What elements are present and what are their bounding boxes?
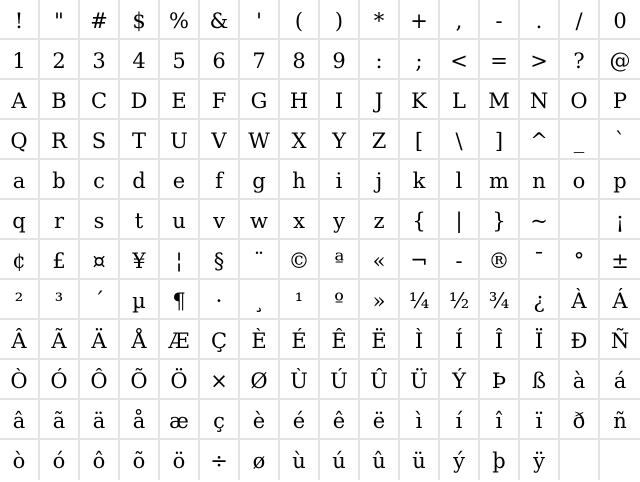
glyph-cell[interactable]: ] [480, 120, 520, 160]
glyph-cell[interactable]: å [120, 400, 160, 440]
glyph-cell[interactable]: é [280, 400, 320, 440]
glyph-cell[interactable]: 0 [600, 0, 640, 40]
glyph-cell[interactable]: ¹ [280, 280, 320, 320]
glyph-cell[interactable]: î [480, 400, 520, 440]
glyph-cell[interactable]: Æ [160, 320, 200, 360]
glyph-cell[interactable]: * [360, 0, 400, 40]
glyph-cell[interactable]: Ø [240, 360, 280, 400]
glyph-cell-empty[interactable] [560, 440, 600, 480]
glyph-cell[interactable]: N [520, 80, 560, 120]
glyph-cell[interactable]: Z [360, 120, 400, 160]
glyph-cell[interactable]: · [200, 280, 240, 320]
glyph-cell[interactable]: ª [320, 240, 360, 280]
glyph-cell[interactable]: x [280, 200, 320, 240]
glyph-cell[interactable]: m [480, 160, 520, 200]
glyph-cell[interactable]: + [400, 0, 440, 40]
glyph-cell[interactable]: ð [560, 400, 600, 440]
glyph-cell[interactable]: > [520, 40, 560, 80]
glyph-cell[interactable]: q [0, 200, 40, 240]
glyph-cell[interactable]: / [560, 0, 600, 40]
glyph-cell[interactable]: a [0, 160, 40, 200]
glyph-cell[interactable]: ¡ [600, 200, 640, 240]
glyph-cell[interactable]: û [360, 440, 400, 480]
glyph-cell[interactable]: ì [400, 400, 440, 440]
glyph-cell[interactable]: ` [600, 120, 640, 160]
glyph-cell[interactable]: è [240, 400, 280, 440]
glyph-cell[interactable]: Ö [160, 360, 200, 400]
glyph-cell[interactable]: V [200, 120, 240, 160]
glyph-cell[interactable]: Õ [120, 360, 160, 400]
glyph-cell[interactable]: í [440, 400, 480, 440]
glyph-cell[interactable]: « [360, 240, 400, 280]
glyph-cell[interactable]: È [240, 320, 280, 360]
glyph-cell[interactable]: ï [520, 400, 560, 440]
glyph-cell[interactable]: [ [400, 120, 440, 160]
glyph-cell[interactable]: A [0, 80, 40, 120]
glyph-cell[interactable]: ¦ [160, 240, 200, 280]
glyph-cell[interactable]: X [280, 120, 320, 160]
glyph-cell[interactable]: ¯ [520, 240, 560, 280]
glyph-cell[interactable]: - [440, 240, 480, 280]
glyph-cell[interactable]: ^ [520, 120, 560, 160]
glyph-cell[interactable]: 2 [40, 40, 80, 80]
glyph-cell[interactable]: Ý [440, 360, 480, 400]
glyph-cell[interactable]: j [360, 160, 400, 200]
glyph-cell[interactable]: Ù [280, 360, 320, 400]
glyph-cell[interactable]: ö [160, 440, 200, 480]
glyph-cell[interactable]: þ [480, 440, 520, 480]
glyph-cell[interactable]: & [200, 0, 240, 40]
glyph-cell[interactable]: ? [560, 40, 600, 80]
glyph-cell[interactable]: . [520, 0, 560, 40]
glyph-cell[interactable]: § [200, 240, 240, 280]
glyph-cell[interactable]: 9 [320, 40, 360, 80]
glyph-cell[interactable]: Ï [520, 320, 560, 360]
glyph-cell[interactable]: ' [240, 0, 280, 40]
glyph-cell[interactable]: á [600, 360, 640, 400]
glyph-cell[interactable]: k [400, 160, 440, 200]
glyph-cell[interactable]: < [440, 40, 480, 80]
glyph-cell[interactable]: z [360, 200, 400, 240]
glyph-cell[interactable]: " [40, 0, 80, 40]
glyph-cell[interactable]: Ç [200, 320, 240, 360]
glyph-cell[interactable]: Ë [360, 320, 400, 360]
glyph-cell[interactable]: ç [200, 400, 240, 440]
glyph-cell[interactable]: Q [0, 120, 40, 160]
glyph-cell[interactable]: D [120, 80, 160, 120]
glyph-cell[interactable]: ¢ [0, 240, 40, 280]
glyph-cell[interactable]: i [320, 160, 360, 200]
glyph-cell[interactable]: À [560, 280, 600, 320]
glyph-cell-empty[interactable] [600, 440, 640, 480]
glyph-cell[interactable]: # [80, 0, 120, 40]
glyph-cell[interactable]: 8 [280, 40, 320, 80]
glyph-cell[interactable]: E [160, 80, 200, 120]
glyph-cell[interactable]: ù [280, 440, 320, 480]
glyph-cell[interactable]: L [440, 80, 480, 120]
glyph-cell[interactable]: T [120, 120, 160, 160]
glyph-cell[interactable]: Y [320, 120, 360, 160]
glyph-cell[interactable]: ½ [440, 280, 480, 320]
glyph-cell[interactable]: É [280, 320, 320, 360]
glyph-cell[interactable]: ³ [40, 280, 80, 320]
glyph-cell[interactable]: J [360, 80, 400, 120]
glyph-cell[interactable]: ä [80, 400, 120, 440]
glyph-cell[interactable]: 6 [200, 40, 240, 80]
glyph-cell[interactable]: Ì [400, 320, 440, 360]
glyph-cell[interactable]: d [120, 160, 160, 200]
glyph-cell[interactable]: ë [360, 400, 400, 440]
glyph-cell[interactable]: C [80, 80, 120, 120]
glyph-cell[interactable]: Â [0, 320, 40, 360]
glyph-cell[interactable]: e [160, 160, 200, 200]
glyph-cell[interactable]: 1 [0, 40, 40, 80]
glyph-cell[interactable]: l [440, 160, 480, 200]
glyph-cell[interactable]: Ä [80, 320, 120, 360]
glyph-cell[interactable]: ã [40, 400, 80, 440]
glyph-cell[interactable]: v [200, 200, 240, 240]
glyph-cell[interactable]: r [40, 200, 80, 240]
glyph-cell[interactable]: Ñ [600, 320, 640, 360]
glyph-cell[interactable]: G [240, 80, 280, 120]
glyph-cell[interactable]: ~ [520, 200, 560, 240]
glyph-cell[interactable]: ß [520, 360, 560, 400]
glyph-cell[interactable]: Ò [0, 360, 40, 400]
glyph-cell[interactable]: b [40, 160, 80, 200]
glyph-cell[interactable]: Ê [320, 320, 360, 360]
glyph-cell[interactable]: Þ [480, 360, 520, 400]
glyph-cell[interactable]: ² [0, 280, 40, 320]
glyph-cell[interactable]: ¤ [80, 240, 120, 280]
glyph-cell[interactable]: ô [80, 440, 120, 480]
glyph-cell[interactable]: õ [120, 440, 160, 480]
glyph-cell[interactable]: Å [120, 320, 160, 360]
glyph-cell[interactable]: ¥ [120, 240, 160, 280]
glyph-cell[interactable]: ¶ [160, 280, 200, 320]
glyph-cell[interactable]: 4 [120, 40, 160, 80]
glyph-cell[interactable]: æ [160, 400, 200, 440]
glyph-cell[interactable]: n [520, 160, 560, 200]
glyph-cell[interactable]: ø [240, 440, 280, 480]
glyph-cell[interactable]: Ú [320, 360, 360, 400]
glyph-cell[interactable]: ÿ [520, 440, 560, 480]
glyph-cell[interactable]: ¾ [480, 280, 520, 320]
glyph-cell[interactable]: S [80, 120, 120, 160]
glyph-cell[interactable]: Î [480, 320, 520, 360]
glyph-cell[interactable]: \ [440, 120, 480, 160]
glyph-cell[interactable]: R [40, 120, 80, 160]
glyph-cell[interactable]: Ó [40, 360, 80, 400]
glyph-cell[interactable]: { [400, 200, 440, 240]
glyph-cell[interactable]: @ [600, 40, 640, 80]
glyph-cell[interactable]: Á [600, 280, 640, 320]
glyph-cell[interactable]: ! [0, 0, 40, 40]
glyph-cell[interactable]: ¸ [240, 280, 280, 320]
glyph-cell[interactable]: ÷ [200, 440, 240, 480]
glyph-cell[interactable]: : [360, 40, 400, 80]
glyph-cell[interactable]: = [480, 40, 520, 80]
glyph-cell[interactable]: f [200, 160, 240, 200]
glyph-cell[interactable]: $ [120, 0, 160, 40]
glyph-cell[interactable]: º [320, 280, 360, 320]
glyph-cell[interactable]: © [280, 240, 320, 280]
glyph-cell[interactable]: Ü [400, 360, 440, 400]
glyph-cell[interactable]: % [160, 0, 200, 40]
glyph-cell[interactable]: M [480, 80, 520, 120]
glyph-cell[interactable]: o [560, 160, 600, 200]
glyph-cell[interactable]: £ [40, 240, 80, 280]
glyph-cell[interactable]: 7 [240, 40, 280, 80]
glyph-cell[interactable]: ( [280, 0, 320, 40]
glyph-cell[interactable]: p [600, 160, 640, 200]
glyph-cell[interactable]: | [440, 200, 480, 240]
glyph-cell[interactable]: O [560, 80, 600, 120]
glyph-cell[interactable]: ó [40, 440, 80, 480]
glyph-cell[interactable]: ; [400, 40, 440, 80]
glyph-cell[interactable]: , [440, 0, 480, 40]
glyph-cell[interactable]: 3 [80, 40, 120, 80]
glyph-cell[interactable]: » [360, 280, 400, 320]
glyph-cell[interactable]: B [40, 80, 80, 120]
glyph-cell[interactable]: ± [600, 240, 640, 280]
glyph-cell[interactable]: g [240, 160, 280, 200]
glyph-cell[interactable]: ü [400, 440, 440, 480]
glyph-cell[interactable]: u [160, 200, 200, 240]
glyph-cell[interactable]: H [280, 80, 320, 120]
glyph-cell[interactable]: W [240, 120, 280, 160]
glyph-cell[interactable]: 5 [160, 40, 200, 80]
glyph-cell[interactable]: _ [560, 120, 600, 160]
glyph-cell[interactable]: ¬ [400, 240, 440, 280]
glyph-cell[interactable]: Ô [80, 360, 120, 400]
glyph-cell[interactable]: s [80, 200, 120, 240]
glyph-cell[interactable]: Ð [560, 320, 600, 360]
glyph-cell[interactable]: â [0, 400, 40, 440]
glyph-cell[interactable]: Í [440, 320, 480, 360]
glyph-cell[interactable]: - [480, 0, 520, 40]
glyph-cell[interactable]: Û [360, 360, 400, 400]
glyph-cell[interactable]: y [320, 200, 360, 240]
glyph-cell[interactable]: h [280, 160, 320, 200]
glyph-cell[interactable]: w [240, 200, 280, 240]
glyph-cell[interactable]: K [400, 80, 440, 120]
glyph-cell[interactable]: ò [0, 440, 40, 480]
glyph-cell[interactable]: ´ [80, 280, 120, 320]
glyph-cell[interactable]: ñ [600, 400, 640, 440]
glyph-cell[interactable]: t [120, 200, 160, 240]
glyph-cell[interactable]: P [600, 80, 640, 120]
glyph-cell[interactable]: ¼ [400, 280, 440, 320]
glyph-cell[interactable]: ® [480, 240, 520, 280]
glyph-cell[interactable]: ¿ [520, 280, 560, 320]
glyph-cell[interactable]: ý [440, 440, 480, 480]
glyph-cell[interactable]: } [480, 200, 520, 240]
glyph-cell[interactable]: I [320, 80, 360, 120]
glyph-cell[interactable]: ê [320, 400, 360, 440]
glyph-cell[interactable]: F [200, 80, 240, 120]
glyph-cell[interactable]: c [80, 160, 120, 200]
glyph-cell[interactable]: ° [560, 240, 600, 280]
glyph-cell[interactable]: U [160, 120, 200, 160]
glyph-cell[interactable]: ) [320, 0, 360, 40]
glyph-cell[interactable]: à [560, 360, 600, 400]
glyph-cell[interactable]: ¨ [240, 240, 280, 280]
glyph-cell[interactable]: × [200, 360, 240, 400]
glyph-cell-empty[interactable] [560, 200, 600, 240]
glyph-cell[interactable]: µ [120, 280, 160, 320]
glyph-cell[interactable]: ú [320, 440, 360, 480]
glyph-cell[interactable]: Ã [40, 320, 80, 360]
